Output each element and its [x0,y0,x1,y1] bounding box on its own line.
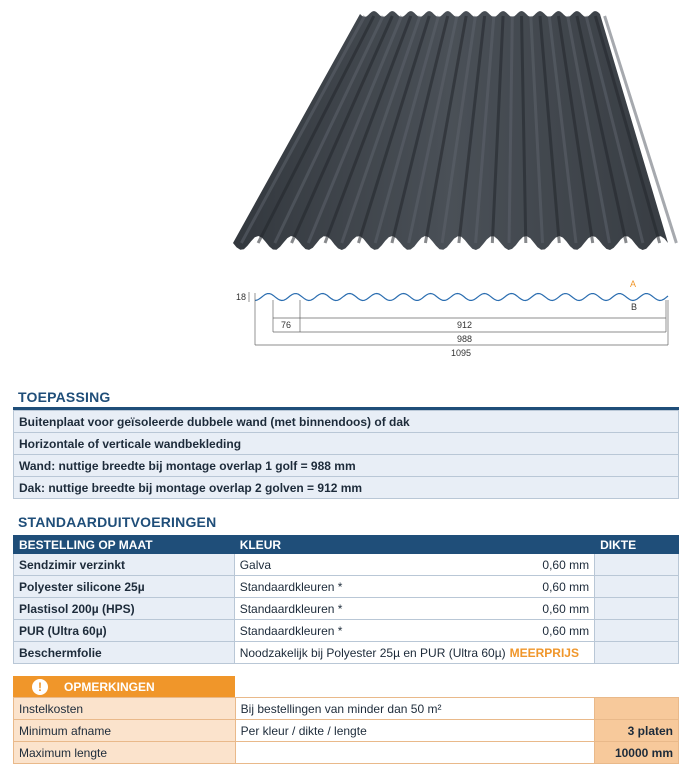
opm-label: Instelkosten [14,698,236,720]
row-name: Plastisol 200µ (HPS) [14,598,235,620]
row-kleur-text: Standaardkleuren * [239,601,343,616]
toepassing-row: Wand: nuttige breedte bij montage overlap 1 golf = 988 mm [14,455,679,477]
row-dikte: 0,60 mm [542,601,590,616]
toepassing-row: Dak: nuttige breedte bij montage overlap 2 golven = 912 mm [14,477,679,499]
dim-1095: 1095 [451,348,472,358]
table-row [14,698,679,720]
dim-76: 76 [281,320,292,330]
opm-text: Bij bestellingen van minder dan 50 m² [235,698,594,720]
header-bestelling: BESTELLING OP MAAT [14,536,235,554]
toepassing-table [13,410,679,499]
row-name: PUR (Ultra 60µ) [14,620,235,642]
height-dim-label: 18 [236,292,247,302]
row-name: Polyester silicone 25µ [14,576,235,598]
opmerkingen-title: OPMERKINGEN [64,679,155,694]
row-blank [595,576,679,598]
table-row [14,576,679,598]
row-kleur [234,576,594,598]
table-row [14,411,679,433]
row-kleur [234,620,594,642]
standaard-title: STANDAARDUITVOERINGEN [18,514,217,530]
opm-text: Per kleur / dikte / lengte [235,720,594,742]
table-row [14,598,679,620]
row-kleur-text: Standaardkleuren * [239,579,343,594]
row-kleur-text: Galva [239,557,272,572]
row-blank [595,554,679,576]
toepassing-row: Buitenplaat voor geïsoleerde dubbele wand (met binnendoos) of dak [14,411,679,433]
table-row [14,620,679,642]
row-blank [595,620,679,642]
folie-text: Noodzakelijk bij Polyester 25µ en PUR (Ultra 60µ) [239,645,506,660]
header-kleur: KLEUR [234,536,594,554]
warning-icon: ! [32,679,48,695]
opm-value: 10000 mm [595,742,679,764]
opm-text [235,742,594,764]
opmerkingen-header [13,676,235,697]
label-a: A [630,279,637,289]
meerprijs-label: MEERPRIJS [509,645,579,660]
opm-value [595,698,679,720]
row-blank [595,598,679,620]
table-row [14,477,679,499]
toepassing-title: TOEPASSING [18,389,111,405]
opm-label: Minimum afname [14,720,236,742]
opm-value: 3 platen [595,720,679,742]
product-hero [0,0,688,370]
table-row [14,554,679,576]
table-row [14,720,679,742]
row-dikte: 0,60 mm [542,623,590,638]
folie-name: Beschermfolie [14,642,235,664]
table-row [14,742,679,764]
table-header-row [14,536,679,554]
opmerkingen-table [13,697,679,764]
table-row [14,433,679,455]
corrugated-sheet-image [0,0,688,370]
row-dikte: 0,60 mm [542,557,590,572]
row-blank [595,642,679,664]
row-kleur [234,598,594,620]
row-name: Sendzimir verzinkt [14,554,235,576]
row-kleur [234,554,594,576]
toepassing-row: Horizontale of verticale wandbekleding [14,433,679,455]
standaard-table [13,535,679,664]
dim-912: 912 [457,320,473,330]
table-row [14,642,679,664]
table-row [14,455,679,477]
header-dikte: DIKTE [595,536,679,554]
label-b: B [631,302,638,312]
folie-text-cell [234,642,594,664]
row-kleur-text: Standaardkleuren * [239,623,343,638]
dim-988: 988 [457,334,473,344]
opm-label: Maximum lengte [14,742,236,764]
profile-wave [255,294,668,301]
row-dikte: 0,60 mm [542,579,590,594]
